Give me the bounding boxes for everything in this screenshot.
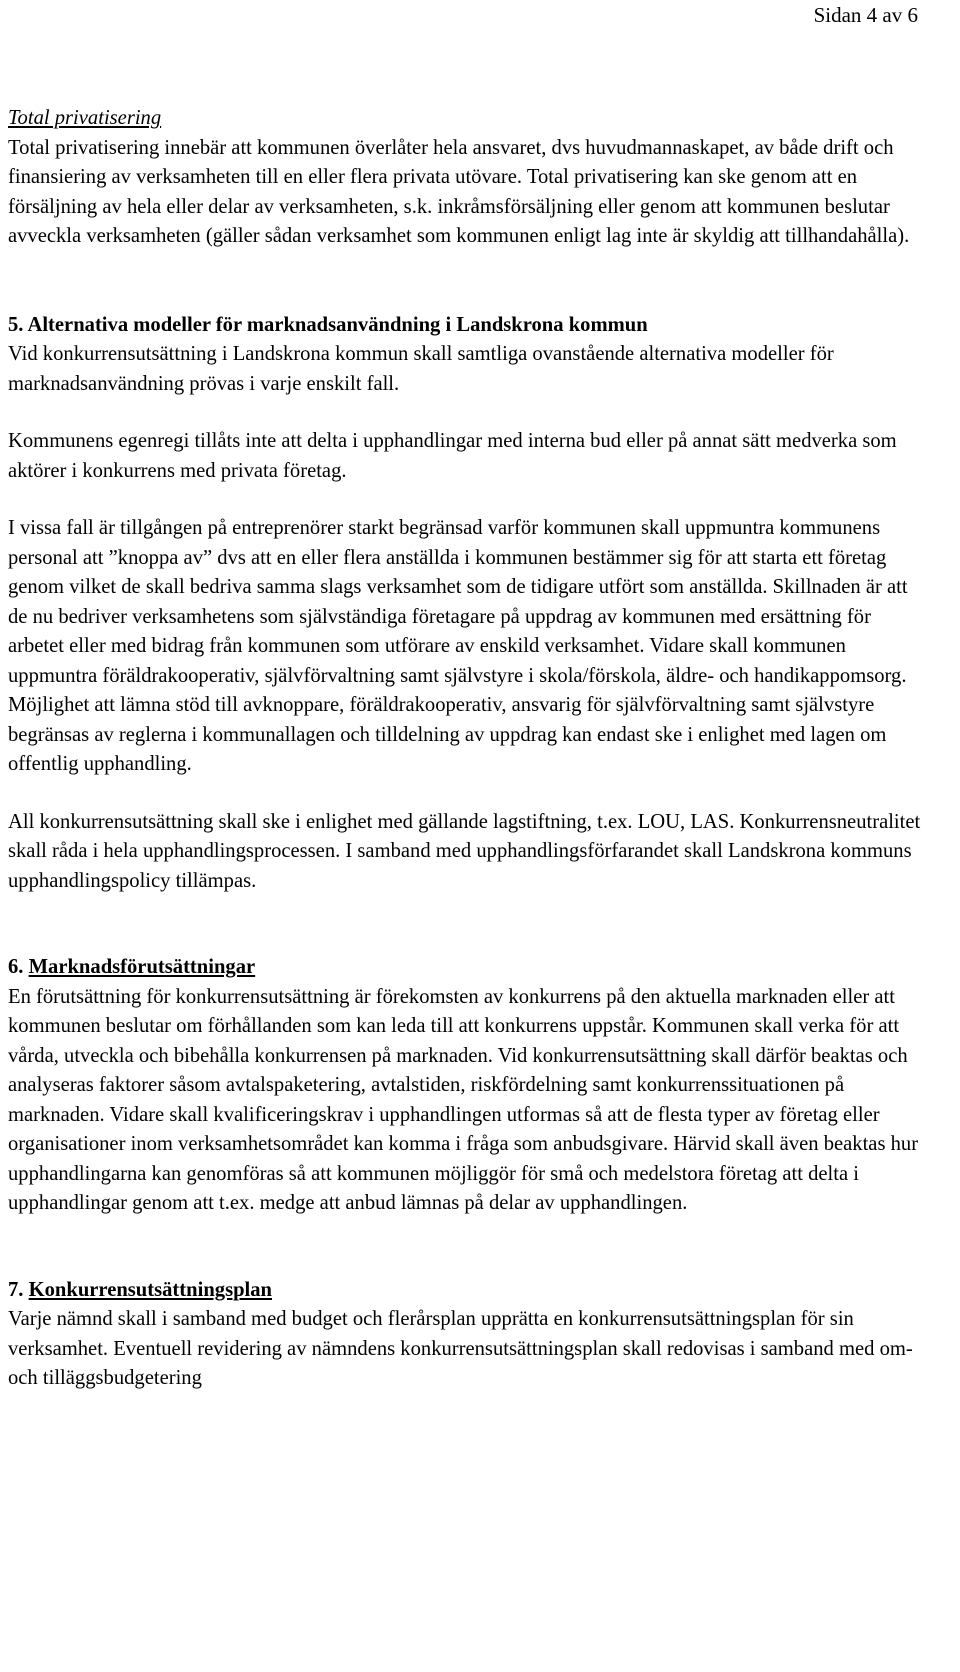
total-privatisering-heading: Total privatisering (8, 107, 162, 129)
section-5-paragraph-1: Vid konkurrensutsättning i Landskrona kommun skall samtliga ovanstående alternativa modeller för marknadsanvändning prövas i varje enskilt fall. (8, 343, 834, 395)
page-number-label: Sidan 4 av 6 (813, 3, 918, 27)
section-7-title: Konkurrensutsättningsplan (28, 1278, 273, 1301)
section-5-paragraph-4: All konkurrensutsättning skall ske i enlighet med gällande lagstiftning, t.ex. LOU, LAS. Konkurrensneutralitet skall råda i hela upphandlingsprocessen. I samband med upphandlingsförfarandet skall Landskrona kommuns upphandlingspolicy tillämpas. (8, 810, 921, 892)
section-6-number: 6. (8, 956, 24, 978)
section-5-paragraph-2: Kommunens egenregi tillåts inte att delta i upphandlingar med interna bud eller på annat sätt medverka som aktörer i konkurrens med privata företag. (8, 430, 897, 482)
section-7-heading (8, 1276, 928, 1306)
section-5-paragraph-3: I vissa fall är tillgången på entreprenörer starkt begränsad varför kommunen skall uppmuntra kommunens personal att ”knoppa av” dvs att en eller flera anställda i kommunen bestämmer sig för att starta ett företag genom vilket de skall bedriva samma slags verksamhet som de tidigare utfört som anställda. Skillnaden är att de nu bedriver verksamhetens som självständiga företagare på uppdrag av kommunen med ersättning för arbetet eller med bidrag från kommunen som utförare av enskild verksamhet. Vidare skall kommunen uppmuntra föräldrakooperativ, självförvaltning samt självstyre i skola/förskola, äldre- och handikappomsorg. Möjlighet att lämna stöd till avknoppare, föräldrakooperativ, ansvarig för självförvaltning samt självstyre begränsas av reglerna i kommunallagen och tilldelning av uppdrag kan endast ske i enlighet med lagen om offentlig upphandling. (8, 517, 908, 775)
section-5-heading: 5. Alternativa modeller för marknadsanvändning i Landskrona kommun (8, 313, 648, 336)
total-privatisering-paragraph: Total privatisering innebär att kommunen överlåter hela ansvaret, dvs huvudmannaskapet, av både drift och finansiering av verksamheten till en eller flera privata utövare. Total privatisering kan ske genom att en försäljning av hela eller delar av verksamheten, s.k. inkråmsförsäljning eller genom att kommunen beslutar avveckla verksamheten (gäller sådan verksamhet som kommunen enligt lag inte är skyldig att tillhandahålla). (8, 136, 910, 247)
section-6-heading (8, 953, 928, 983)
document-body (8, 104, 928, 1394)
section-7-paragraph: Varje nämnd skall i samband med budget och flerårsplan upprätta en konkurrensutsättningsplan för sin verksamhet. Eventuell revidering av nämndens konkurrensutsättningsplan skall redovisas i samband med om- och tilläggsbudgetering (8, 1308, 913, 1389)
section-6-paragraph: En förutsättning för konkurrensutsättning är förekomsten av konkurrens på den aktuella marknaden eller att kommunen beslutar om förhållanden som kan leda till att konkurrens uppstår. Kommunen skall verka för att vårda, utveckla och bibehålla konkurrensen på marknaden. Vid konkurrensutsättning skall därför beaktas och analyseras faktorer såsom avtalspaketering, avtalstiden, riskfördelning samt konkurrenssituationen på marknaden. Vidare skall kvalificeringskrav i upphandlingen utformas så att de flesta typer av företag eller organisationer inom verksamhetsområdet kan komma i fråga som anbudsgivare. Härvid skall även beaktas hur upphandlingarna kan genomföras så att kommunen möjliggör för små och medelstora företag att delta i upphandlingar genom att t.ex. medge att anbud lämnas på delar av upphandlingen. (8, 985, 919, 1214)
section-7-number: 7. (8, 1278, 24, 1301)
section-6-title: Marknadsförutsättningar (28, 956, 256, 978)
